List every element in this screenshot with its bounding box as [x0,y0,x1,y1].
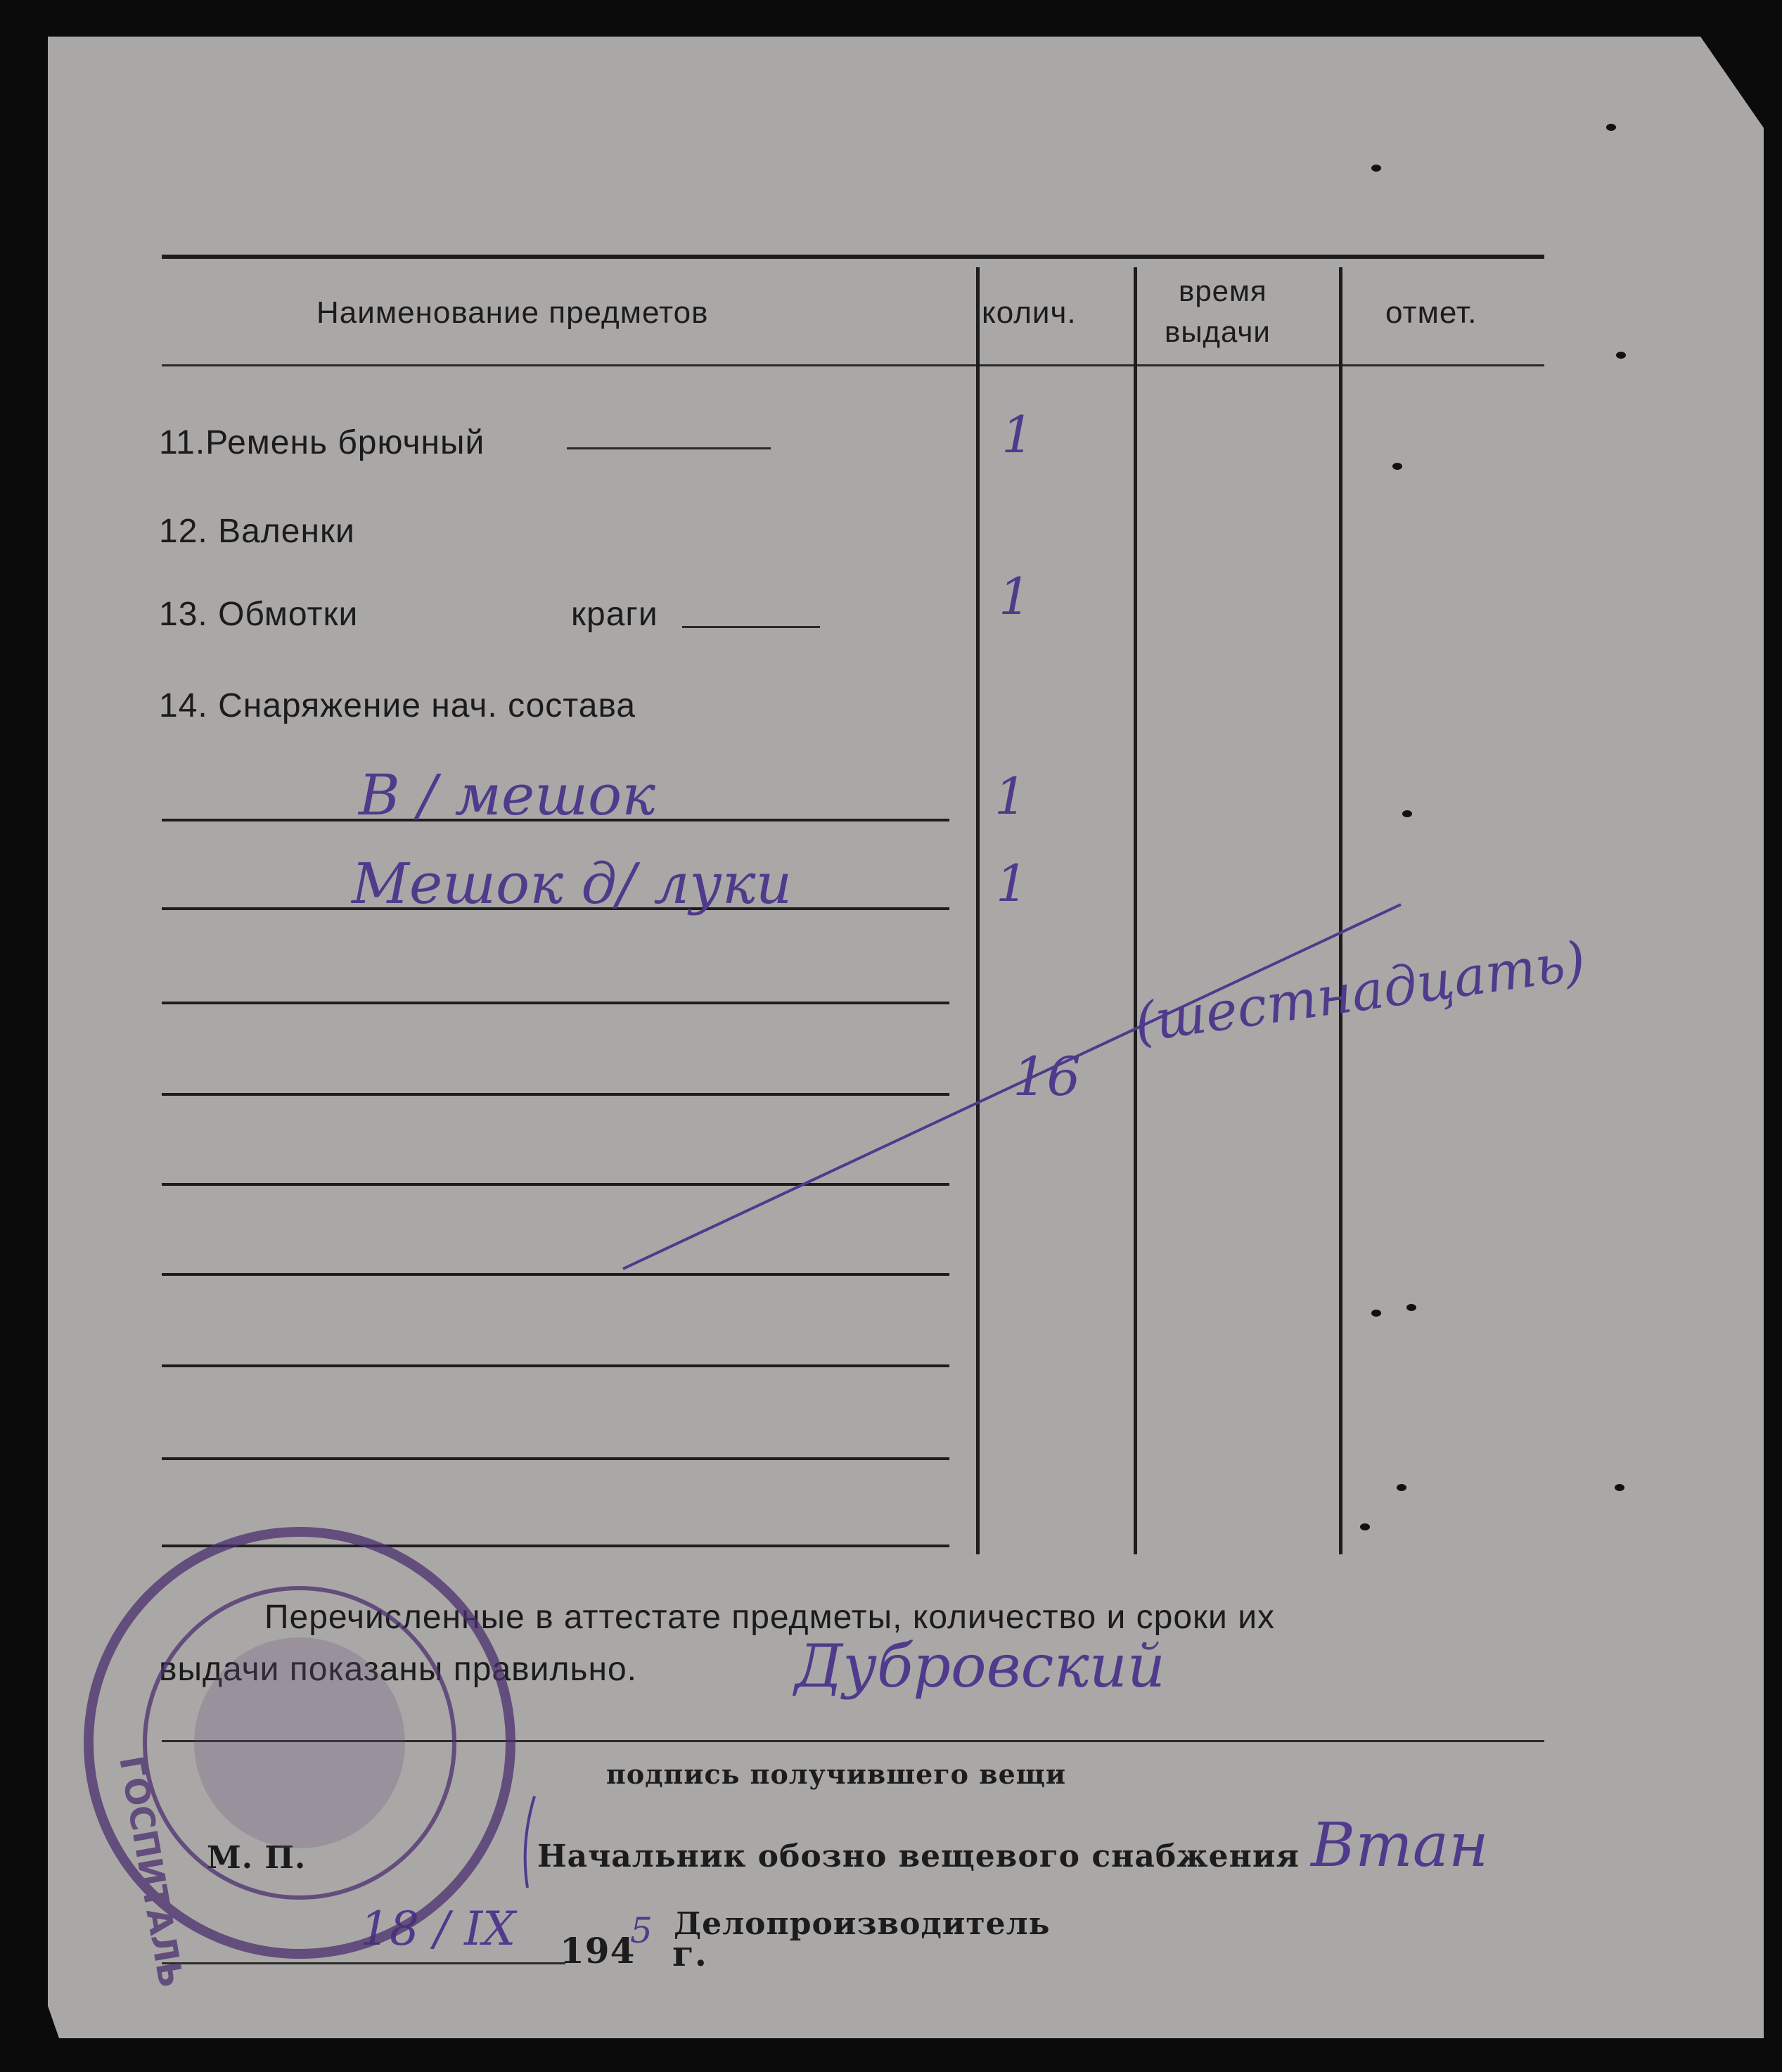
chief-signature: Втан [1311,1810,1489,1881]
header-mark: отмет. [1385,295,1477,330]
row-13-label-2: краги [571,596,658,633]
date-year-hand: 5 [630,1910,653,1951]
handwritten-item-1: В / мешок [359,762,655,828]
header-quantity: колич. [982,295,1077,330]
qty-handwritten-2: 1 [996,854,1028,913]
recipient-caption: подпись получившего вещи [606,1758,1067,1790]
seal-place: М. П. [207,1840,307,1876]
date-year-suffix: г. [672,1933,708,1974]
total-words: (шестнадцать) [1130,928,1589,1054]
qty-handwritten-1: 1 [994,767,1027,826]
chief-label: Начальник обозно вещевого снабжения [537,1838,1300,1874]
qty-row-13: 1 [999,567,1031,626]
certification-line-1: Перечисленные в аттестате предметы, количество и сроки их [264,1599,1275,1636]
clerk-label: Делопроизводитель [674,1906,1051,1942]
chief-bracket [525,1796,534,1888]
header-issue-time-1: время [1179,274,1267,307]
certification-line-2: выдачи показаны правильно. [159,1651,637,1688]
row-12-label: 12. Валенки [159,513,355,550]
date-year-print: 194 [560,1930,636,1971]
hospital-stamp [89,1532,511,1990]
row-14-label: 14. Снаряжение нач. состава [159,687,636,724]
row-13-label: 13. Обмотки [159,596,359,633]
header-item-name: Наименование предметов [316,295,709,330]
row-11-label: 11.Ремень брючный [159,424,485,461]
strike-through-line [623,904,1401,1269]
total-number: 16 [1013,1045,1081,1108]
certification-signature: Дубровский [795,1632,1165,1701]
qty-row-11: 1 [1001,405,1034,464]
stamp-text: ГОСПИТАЛЬ [111,1753,191,1991]
handwritten-item-2: Мешок д/ луки [352,851,793,916]
date-handwritten: 18 / IX [360,1902,516,1956]
header-issue-time-2: выдачи [1165,315,1271,348]
